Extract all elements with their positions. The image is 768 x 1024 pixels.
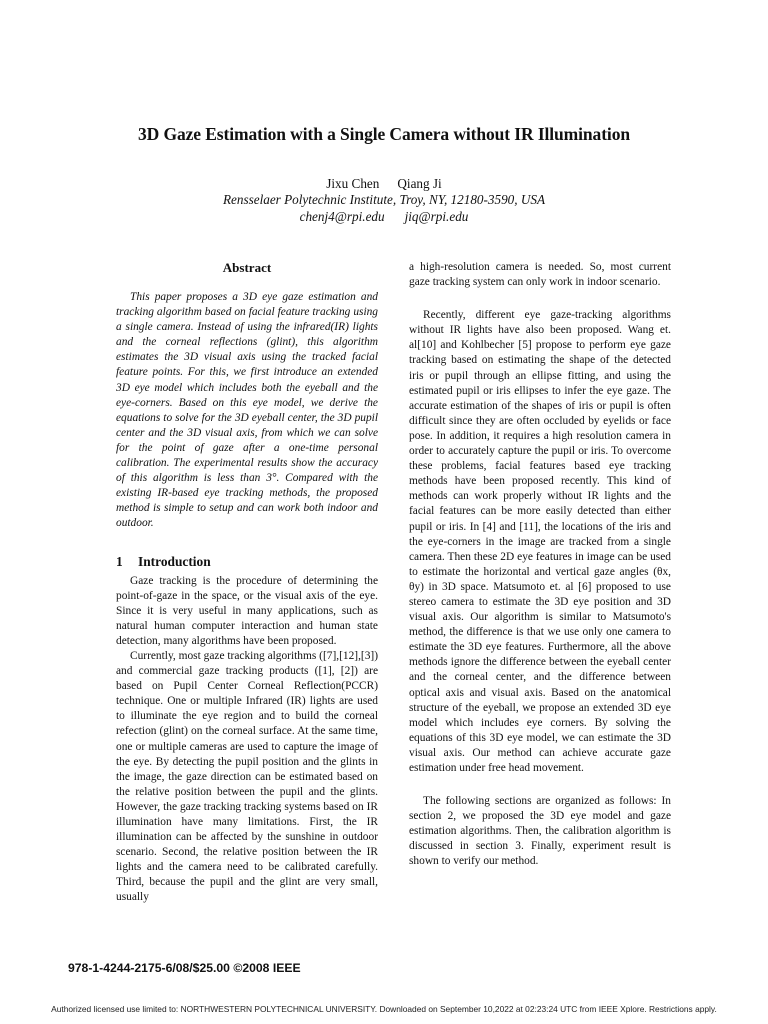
email-list xyxy=(0,209,768,225)
body-paragraph: The following sections are organized as follows: In section 2, we proposed the 3D eye model and gaze estimation algorithms. Then, the calibration algorithm is discussed in section 3. Finally, experiment result is shown to verify our method. xyxy=(409,795,671,868)
paper-title: 3D Gaze Estimation with a Single Camera without IR Illumination xyxy=(138,124,630,144)
author-name: Jixu Chen xyxy=(326,176,380,191)
affiliation: Rensselaer Polytechnic Institute, Troy, NY, 12180-3590, USA xyxy=(222,192,546,207)
continued-paragraph: a high-resolution camera is needed. So, most current gaze tracking system can only work in indoor scenario. xyxy=(409,261,671,289)
abstract-text: This paper proposes a 3D eye gaze estimation and tracking algorithm based on facial feature tracking using a single camera. Instead of using the infrared(IR) lights and the corneal reflections (glint), this algorithm estimates the 3D visual axis using the tracked facial feature points. For this, we first introduce an extended 3D eye model which includes both the eyeball and the eye-corners. Based on this eye model, we derive the equations to solve for the 3D eyeball center, the 3D pupil center and the 3D visual axis, from which we can solve for the point of gaze after a one-time personal calibration. The experimental results show the accuracy of this algorithm is less than 3°. Compared with the existing IR-based eye tracking methods, the proposed method is simple to setup and can work both indoor and outdoor. xyxy=(116,291,378,530)
isbn-footer: 978-1-4244-2175-6/08/$25.00 ©2008 IEEE xyxy=(68,961,301,975)
body-paragraph: Recently, different eye gaze-tracking algorithms without IR lights have also been proposed. Wang et. al[10] and Kohlbecher [5] propose to perform eye gaze tracking based on estimating the shape of the detected iris or pupil through an ellipse fitting, and using the estimated pupil or iris ellipses to infer the eye gaze. The accurate estimation of the shapes of iris or pupil is often difficult since they are often occluded by eyelids or face pose. In addition, it requires a high resolution camera in order to accurately capture the pupil or iris. To overcome these problems, facial features based eye tracking methods have been proposed recently. This kind of methods can work properly without IR lights and the facial features can be more easily detected than either pupil or iris. In [4] and [11], the locations of the iris and the eye-corners in the image are tracked from a single camera. Then these 2D eye features in image can be used to estimate the horizontal and vertical gaze angles (θx, θy) in 3D space. Matsumoto et. al [6] proposed to use stereo camera to estimate the 3D eye position and 3D visual axis. Our algorithm is similar to Matsumoto's method, the difference is that we use only one camera to estimate the 3D eye features. Furthermore, all the above methods ignore the difference between the eyeball center and the corneal center, and the difference between optical axis and visual axis. Based on the anatomical structure of the eyeball, we propose an extended 3D eye model which includes eye corners. By solving the equations of this 3D eye model, we can estimate the 3D visual axis. Our method can achieve accurate gaze estimation under free head movement. xyxy=(409,309,671,774)
right-column xyxy=(409,260,671,870)
author-name: Qiang Ji xyxy=(397,176,442,191)
intro-paragraph: Currently, most gaze tracking algorithms ([7],[12],[3]) and commercial gaze tracking products ([1], [2]) are based on Pupil Center Corneal Reflection(PCCR) technique. One or multiple Infrared (IR) lights are used to illuminate the eye region and to build the corneal refection (glint) on the corneal surface. At the same time, one or multiple cameras are used to capture the image of the eye. By detecting the pupil position and the glints in the image, the gaze direction can be estimated based on the relative position between the pupil and the glints. However, the gaze tracking tracking systems based on IR illumination have many limitations. First, the IR illumination can be affected by the sunshine in outdoor scenario. Second, the relative position between the IR lights and the camera need to be calibrated carefully. Third, because the pupil and the glint are very small, usually xyxy=(116,649,378,904)
license-notice: Authorized licensed use limited to: NORTHWESTERN POLYTECHNICAL UNIVERSITY. Downloaded on September 10,2022 at 02:23:24 UTC from IEEE Xplore. Restrictions apply. xyxy=(51,1004,717,1014)
author-email: jiq@rpi.edu xyxy=(404,209,469,224)
section-heading-introduction xyxy=(116,554,378,570)
section-number: 1 xyxy=(116,553,123,569)
author-list xyxy=(0,176,768,192)
abstract-heading: Abstract xyxy=(222,260,272,275)
section-title: Introduction xyxy=(138,553,211,569)
author-email: chenj4@rpi.edu xyxy=(299,209,385,224)
intro-paragraph: Gaze tracking is the procedure of determining the point-of-gaze in the space, or the visual axis of the eye. Since it is very useful in many applications, such as natural human computer interaction and human state detection, many algorithms have been proposed. xyxy=(116,574,378,647)
left-column xyxy=(116,260,378,906)
